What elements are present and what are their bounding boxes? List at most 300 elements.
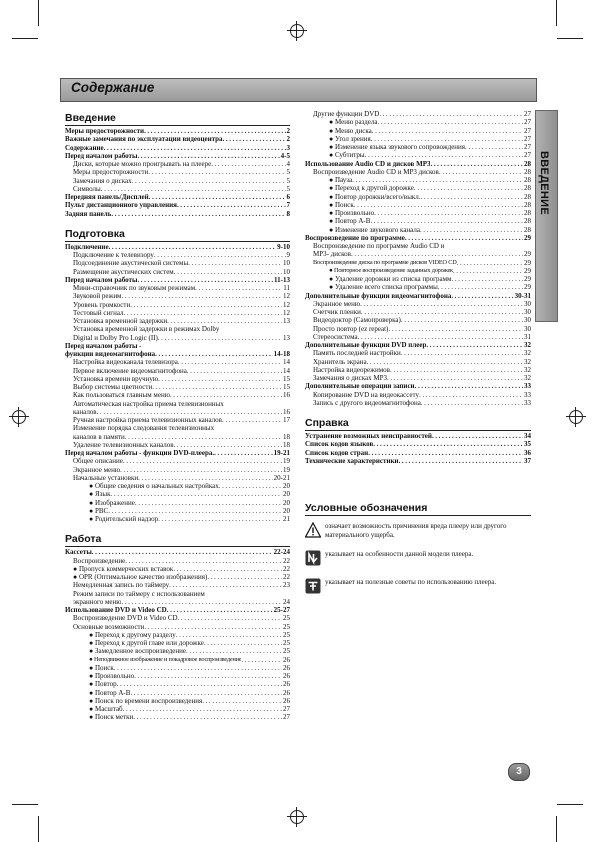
toc-entry [305,391,531,399]
toc-entry [305,226,531,234]
dot-leader [123,457,282,465]
dot-leader [122,292,283,300]
toc-entry-title: Подсоединение акустической системы [73,259,189,268]
toc-entry-page: 9-10 [277,242,290,251]
toc-entry-page: 29 [524,283,531,292]
toc-entry-page: 17 [283,416,290,424]
toc-entry-page: 15 [283,374,290,383]
dot-leader [97,408,282,416]
dot-leader [170,391,282,399]
toc-entry-page: 29 [524,275,531,283]
toc-right-column [305,110,531,465]
legend-heading: Условные обозначения [305,502,531,516]
dot-leader [121,598,282,606]
toc-entry [305,457,531,465]
toc-entry-title: Перед началом работы - функции DVD-плеера. [65,449,215,457]
toc-entry-title: Передняя панель/Дисплей [65,193,149,201]
dot-leader [144,127,285,135]
dot-leader [414,184,523,192]
toc-entry-title: Пульт дистанционного управления [65,201,177,210]
section-heading: Подготовка [65,228,290,242]
toc-entry-page: 26 [283,655,290,664]
toc-entry-page: 29 [524,266,531,275]
toc-entry-page: 28 [524,184,531,193]
dot-leader [241,656,282,664]
toc-entry [305,267,531,275]
toc-entry-title: Ручная настройка приема телевизионных каналов [73,416,222,424]
toc-entry [305,234,531,242]
toc-entry-title: ● Меню раздела [329,118,378,127]
toc-entry [65,424,290,432]
toc-entry [305,399,531,407]
toc-entry [65,705,290,713]
toc-entry [305,259,531,267]
toc-entry-page: 27 [524,151,531,160]
toc-entry-title: Видеодоктор (Самопроверка) [313,316,401,325]
toc-entry-title: ● Удаление всего списка программы [329,283,438,292]
dot-leader [401,349,523,357]
toc-entry-page: 36 [524,448,531,457]
section-side-tab [535,110,558,322]
toc-entry [305,110,531,118]
toc-entry-title: Содержание [65,143,104,152]
toc-entry-title: Перед началом работы [65,151,138,160]
dot-leader [167,317,282,325]
toc-entry-title: Копирование DVD на видеокассету [313,390,419,399]
toc-entry-page: 26 [283,672,290,680]
dot-leader [432,432,523,440]
toc-entry-title: ● Повтор A-B [89,688,131,697]
toc-entry-title: ● Поиск [89,663,114,672]
toc-entry-page: 26 [283,688,290,697]
toc-entry-title: Другие функции DVD [313,110,380,118]
toc-entry-page: 19 [283,457,290,466]
toc-entry [65,152,290,160]
toc-entry-page: 28 [524,200,531,209]
toc-entry-title: Общее описание [73,457,123,466]
toc-entry-title: ● Повторное воспроизведение заданных дорожек [329,266,453,274]
legend-text: указывает на особенности данной модели плеера. [325,550,474,558]
toc-entry-title: Использование Audio CD и дисков MP3 [305,159,431,168]
toc-entry [305,118,531,126]
toc-entry [305,127,531,135]
toc-entry [305,366,531,374]
dot-leader [415,382,523,390]
crop-mark [38,0,39,26]
toc-entry-title: Подключение [65,242,109,251]
dot-leader [158,375,282,383]
toc-entry [305,308,531,316]
dot-leader [133,713,282,721]
toc-entry-title: Символы [73,184,101,193]
toc-entry-title: Воспроизведение Audio CD и MP3 дисков [313,167,439,176]
dot-leader [224,400,289,408]
toc-entry [305,440,531,448]
dot-leader [457,259,523,267]
toc-entry [65,391,290,399]
dot-leader [137,152,279,160]
toc-entry [65,317,290,325]
toc-entry-page: 2 [286,127,290,135]
toc-entry-title: Хранитель экрана [313,357,367,366]
dot-leader [158,334,282,342]
toc-entry-page: 30-31 [514,291,531,300]
dot-leader [111,210,285,218]
toc-entry [65,466,290,474]
toc-entry [305,143,531,151]
dot-leader [368,449,523,457]
dot-leader [430,160,523,168]
toc-entry [65,416,290,424]
toc-entry-page: 22 [283,564,290,573]
toc-entry-page: 20 [283,482,290,490]
toc-entry-title: Воспроизведение [73,556,126,565]
toc-entry-page: 13 [283,317,290,325]
dot-leader [125,433,282,441]
toc-entry-page: 28 [524,192,531,201]
warning-triangle-icon [305,522,321,538]
toc-entry [305,333,531,341]
dot-leader [188,259,282,267]
dot-leader [130,301,282,309]
crop-mark [12,38,38,39]
toc-entry-page: 4-5 [280,151,290,160]
toc-entry [65,565,290,573]
toc-entry-title: ● Пауза [329,176,353,184]
toc-entry-title: ● Субтитры [329,151,365,160]
dot-leader [354,201,523,209]
toc-entry [65,358,290,366]
dot-leader [222,416,282,424]
toc-entry [305,325,531,333]
toc-entry-page: 15 [283,383,290,391]
dot-leader [377,118,523,126]
dot-leader [142,342,289,350]
toc-entry-page: 27 [524,143,531,151]
toc-entry [65,499,290,507]
toc-entry-page: 29 [524,258,531,267]
toc-entry-page: 32 [524,341,531,349]
toc-entry-title: Технические характеристики [305,456,399,465]
legend-item [305,550,531,572]
toc-entry-title: ● Поиск [329,200,354,209]
toc-entry-title: Дополнительные функции видеомагнитофона [305,291,452,300]
toc-entry-title: ● Переход к другому разделу [89,630,176,639]
toc-entry-page: 3 [286,143,290,152]
toc-entry [65,375,290,383]
toc-entry-page: 19 [283,465,290,474]
dot-leader [214,424,289,432]
toc-entry [305,209,531,217]
toc-entry-page: 22 [283,556,290,565]
dot-leader [387,374,523,382]
toc-entry [65,457,290,465]
toc-entry-page: 5 [286,184,290,193]
toc-entry [65,400,290,408]
toc-entry [65,268,290,276]
toc-entry-title: Замечания о дисках [73,176,132,185]
dot-leader [451,275,523,283]
toc-entry-page: 8 [286,209,290,218]
toc-entry-page [289,590,290,598]
dot-leader [372,127,523,135]
toc-entry-page [289,342,290,350]
dot-leader [92,548,273,556]
dot-leader [204,639,282,647]
toc-entry-page: 26 [283,696,290,705]
toc-entry-title: ● Поиск по времени воспроизведения [89,696,203,705]
toc-entry-title: ● Переход к другой главе или дорожке [89,639,204,647]
toc-entry-page: 11 [283,284,290,292]
dot-leader [405,234,523,242]
toc-entry-page: 28 [524,217,531,226]
toc-entry-page: 32 [524,374,531,382]
toc-entry-title: Дополнительные функции DVD плеер [305,341,427,349]
toc-entry-title: Начальные установки [73,473,139,482]
dot-leader [158,515,282,523]
toc-entry [305,283,531,291]
toc-entry-page: 30 [524,316,531,325]
dot-leader [465,143,523,151]
toc-entry [305,349,531,357]
toc-entry-page [289,400,290,408]
toc-entry-title: Память последней настройки [313,349,401,358]
toc-entry-title: ● Неподвижное изображение и покадровое воспроизведение [89,655,242,663]
toc-entry [65,433,290,441]
toc-entry-page: 28 [524,159,531,168]
dot-leader [444,242,530,250]
dot-leader [109,243,277,251]
crop-mark [12,804,38,805]
toc-entry-page: 27 [524,118,531,127]
toc-entry-page: 27 [524,110,531,118]
dot-leader [426,341,523,349]
toc-entry-title: Устранение возможных неисправностей [305,432,432,440]
toc-entry [305,374,531,382]
dot-leader [125,557,282,565]
dot-leader [111,490,282,498]
toc-entry-title: ● Общие сведения о начальных настройках [89,482,219,490]
toc-entry [65,490,290,498]
crop-mark [557,38,583,39]
toc-entry-title: Настройка видеоканала телевизора [73,358,178,367]
toc-entry-title: Установка временной задержки в режимах Dolby [73,325,220,334]
toc-entry [65,474,290,482]
toc-entry [305,184,531,192]
toc-entry-title: функции видеомагнитофона [65,350,156,358]
page-number-badge: 3 [508,763,530,781]
toc-entry [65,144,290,152]
toc-entry-title: каналов в памяти [73,432,125,441]
toc-entry-page: 30 [524,299,531,308]
dot-leader [358,333,523,341]
dot-leader [135,499,282,507]
toc-entry-page: 23 [283,581,290,590]
toc-entry-page: 28 [524,209,531,217]
toc-entry-title: ● Родительский надзор [89,515,159,523]
toc-entry-title: ● Удаление дорожки из списка программ [329,275,452,283]
dot-leader [361,308,523,316]
toc-entry [65,168,290,176]
toc-entry [65,135,290,143]
dot-leader [401,316,523,324]
toc-entry-title: ● OPR (Оптимальное качество изображения) [73,573,208,581]
toc-entry-title: Воспроизведение диска по программе дисков VIDEO CD [313,258,457,266]
toc-entry-page: 27 [524,126,531,135]
toc-entry [65,573,290,581]
dot-leader [399,457,523,465]
toc-entry [65,334,290,342]
toc-entry-title: Важные замечания по эксплуатации видеоцентра [65,135,223,144]
toc-entry-title: ● Произвольно [89,672,135,680]
reference-entries [305,432,531,465]
toc-entry-title: Использование DVD и Video CD [65,606,167,614]
dot-leader [202,697,282,705]
toc-entry-title: Замечания о дисках MP3 [313,374,387,382]
toc-entry-page: 33 [524,390,531,399]
toc-entry-page: 29 [524,233,531,242]
toc-entry-page: 6 [286,193,290,201]
toc-entry-page: 4 [286,160,290,168]
toc-entry-title: ● Повтор [89,680,117,689]
toc-entry-page [289,325,290,333]
toc-entry-page: 12 [283,300,290,309]
toc-entry [65,697,290,705]
toc-entry-title: Мини-справочник по звуковым режимам [73,284,196,292]
dot-leader [351,250,523,258]
side-tab-label: ВВЕДЕНИЕ [538,151,550,215]
toc-entry [65,590,290,598]
toc-entry-title: Экранное меню [73,465,121,474]
legend-item [305,522,531,544]
dot-leader [214,449,272,457]
toc-entry-title: Меры предосторожности [73,168,149,177]
dot-leader [374,209,523,217]
toc-entry [305,193,531,201]
toc-entry-title: Первое включение видеомагнитофона [73,366,187,375]
dot-leader [420,226,523,234]
toc-entry-title: каналов [73,407,97,416]
toc-entry-page: 27 [283,713,290,722]
toc-entry-page: 18 [283,432,290,441]
crop-mark [556,0,557,26]
toc-entry-page: 33 [524,398,531,407]
toc-entry [65,482,290,490]
toc-left-column [65,112,290,722]
dot-leader [219,325,289,333]
toc-entry [65,680,290,688]
toc-entry-title: Режим записи по таймеру с использованием [73,589,205,598]
dot-leader [123,705,282,713]
toc-entry-title: ● Переход к другой дорожке [329,184,414,193]
toc-entry-title: Воспроизведение по программе Audio CD и [313,242,445,250]
toc-entry [65,713,290,721]
toc-entry [65,664,290,672]
toc-entry-title: экранного меню [73,597,122,606]
toc-entry-title: ● Угол зрения [329,134,371,143]
dot-leader [453,267,523,275]
toc-entry-page: 24 [283,597,290,606]
toc-entry-title: Задняя панель [65,209,112,218]
toc-entry-page: 27 [283,705,290,713]
toc-entry [305,242,531,250]
toc-entry-title: ● Изменение звукового канала [329,225,420,234]
legend-block [305,502,531,600]
toc-entry [305,275,531,283]
toc-entry [65,243,290,251]
toc-entry-title: ● Изображение [89,498,135,507]
dot-leader [211,160,285,168]
toc-entry [65,292,290,300]
toc-entry-page: 30 [524,324,531,333]
legend-text: указывает на полезные советы по использованию плеера. [325,578,497,586]
toc-entry [305,201,531,209]
toc-entry-page: 27 [524,134,531,143]
page-title: Содержание [71,80,155,95]
dot-leader [187,367,282,375]
dot-leader [178,614,282,622]
dot-leader [149,193,286,201]
toc-entry [65,449,290,457]
dot-leader [114,664,282,672]
toc-entry-page: 16 [283,391,290,400]
toc-entry-title: ● Повтор дорожки/всего/выкл. [329,192,421,201]
toc-entry-title: Перед началом работы - [65,341,142,350]
toc-entry-page: 12 [283,308,290,317]
toc-entry-title: Просто повтор (ez repeat) [313,324,389,333]
dot-leader [137,276,273,284]
dot-leader [174,268,282,276]
dot-leader [205,590,289,598]
toc-entry-page: 29 [524,250,531,259]
toc-entry-title: Запись с другого видеомагнитофона [313,398,421,407]
toc-entry-title: Размещение акустических систем [73,267,174,276]
toc-entry-title: Воспроизведение по программе [305,233,405,242]
dot-leader [219,482,282,490]
dot-leader [370,217,523,225]
toc-entry-page: 32 [524,349,531,358]
dot-leader [108,507,282,515]
toc-entry-title: ● Пропуск коммерческих вставок [73,564,174,573]
toc-entry [65,614,290,622]
toc-entry [65,309,290,317]
toc-entry-title: ● Замедленное воспроизведение [89,647,186,656]
toc-entry [65,350,290,358]
toc-entry-page: 32 [524,365,531,374]
toc-entry [65,210,290,218]
dot-leader [144,623,282,631]
toc-entry-title: ● Повтор A-B [329,217,371,226]
toc-entry-title: ● PBC [89,506,109,515]
dot-leader [438,283,523,291]
toc-entry [65,441,290,449]
toc-entry-title: Основные возможности [73,622,145,631]
toc-entry-page [530,242,531,250]
toc-entry-page: 35 [524,440,531,449]
toc-entry [65,342,290,350]
tip-t-icon [305,578,321,594]
dot-leader [439,168,523,176]
registration-mark [569,410,583,424]
toc-entry-title: Как пользоваться главным меню [73,391,170,400]
toc-entry-title: Дополнительные операции записи [305,382,415,391]
toc-entry [65,515,290,523]
toc-entry-page: 20-21 [273,473,290,482]
legend-item [305,578,531,600]
toc-entry [305,358,531,366]
toc-entry [65,581,290,589]
dot-leader [195,284,282,292]
